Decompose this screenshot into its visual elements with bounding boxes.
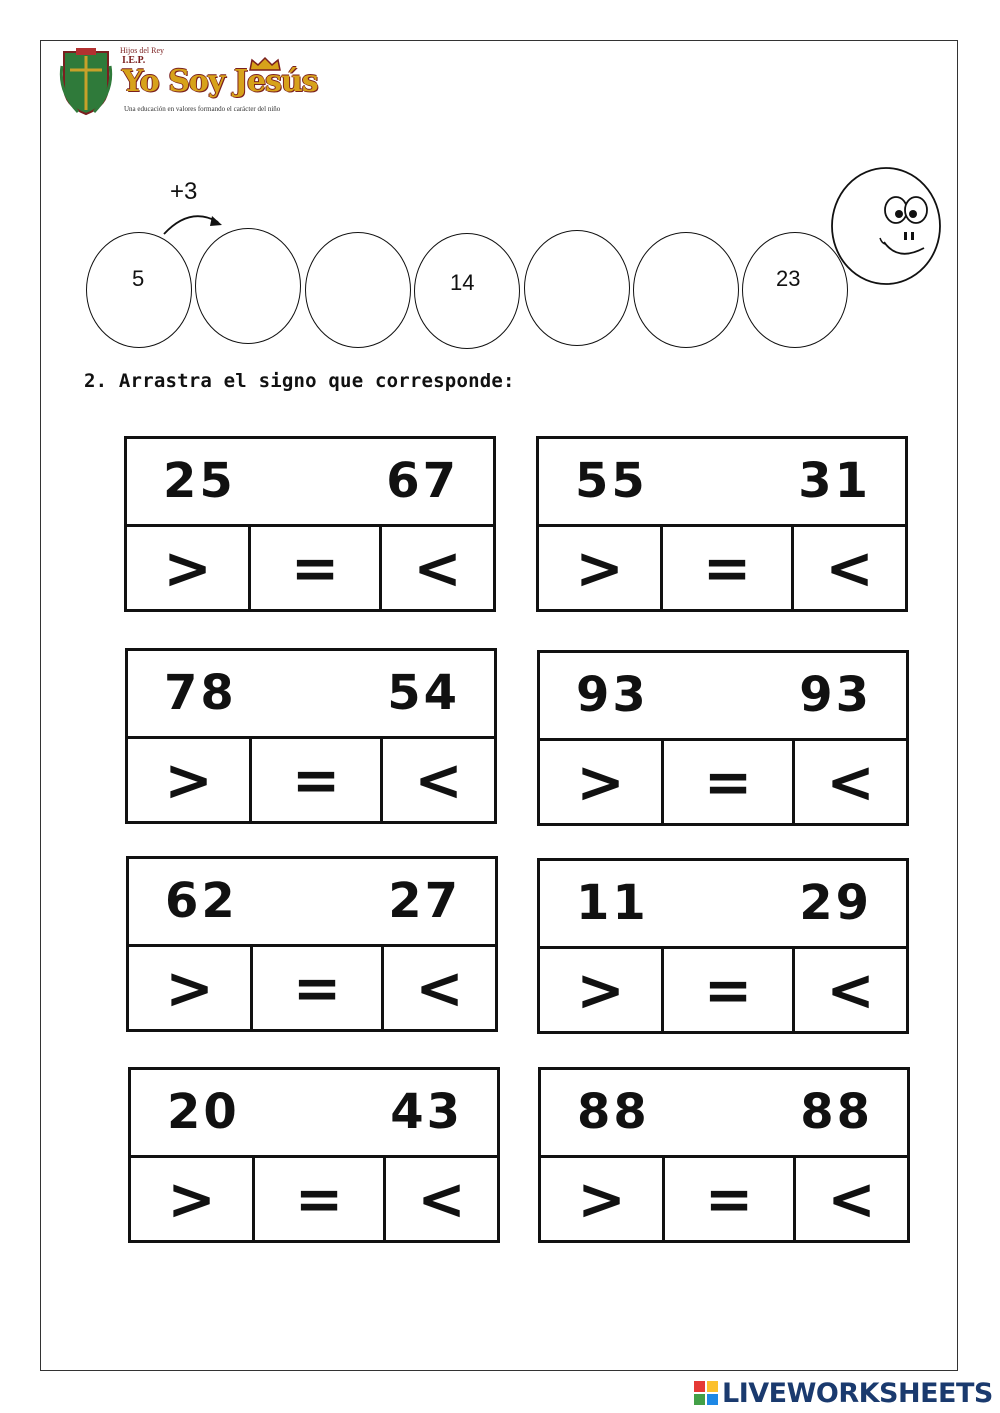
comparison-box-3 [125,648,497,824]
less-than-sign[interactable]: < [827,1165,876,1233]
school-logo [58,46,318,118]
less-than-sign[interactable]: < [825,534,874,602]
comparison-box-7 [128,1067,500,1243]
sequence-circle-6[interactable] [633,232,739,348]
comparison-box-1 [124,436,496,612]
greater-than-sign[interactable]: > [131,1158,255,1240]
brand-tagline: Una educación en valores formando el carácter del niño [124,105,281,113]
sequence-value-4: 14 [450,270,475,295]
less-than-sign[interactable]: < [417,1165,466,1233]
comparison-numbers [131,1070,497,1158]
greater-than-sign[interactable]: > [540,741,664,823]
school-crest-icon [58,46,114,116]
left-number: 20 [167,1084,240,1140]
left-number: 78 [164,665,237,721]
liveworksheets-brand: LIVEWORKSHEETS [722,1377,993,1409]
exercise2-instruction: 2. Arrastra el signo que corresponde: [84,370,515,392]
greater-than-sign[interactable]: > [127,527,251,609]
left-number: 93 [576,667,649,723]
right-number: 43 [390,1084,463,1140]
less-than-sign[interactable]: < [826,956,875,1024]
sequence-circle-2[interactable] [195,228,301,344]
comparison-box-2 [536,436,908,612]
comparison-box-5 [126,856,498,1032]
left-number: 55 [575,453,648,509]
sequence-circle-3[interactable] [305,232,411,348]
left-number: 62 [165,873,238,929]
right-number: 29 [799,875,872,931]
less-than-sign[interactable]: < [413,534,462,602]
step-arrow-icon [160,206,230,236]
brand-iep: I.E.P. [122,55,146,66]
less-than-sign[interactable]: < [415,954,464,1022]
comparison-box-4 [537,650,909,826]
comparison-numbers [541,1070,907,1158]
sequence-value-7: 23 [776,266,801,291]
left-number: 88 [577,1084,650,1140]
sequence-value-1: 5 [132,266,145,291]
greater-than-sign[interactable]: > [129,947,253,1029]
greater-than-sign[interactable]: > [540,949,664,1031]
brand-title: Yo Soy Jesús [122,64,318,99]
right-number: 67 [386,453,459,509]
equal-sign[interactable]: = [253,947,384,1029]
greater-than-sign[interactable]: > [541,1158,665,1240]
right-number: 88 [800,1084,873,1140]
comparison-numbers [128,651,494,739]
equal-sign[interactable]: = [663,527,794,609]
greater-than-sign[interactable]: > [539,527,663,609]
caterpillar-head-icon [828,164,946,288]
right-number: 93 [799,667,872,723]
comparison-numbers [540,861,906,949]
equal-sign[interactable]: = [252,739,383,821]
comparison-box-6 [537,858,909,1034]
equal-sign[interactable]: = [665,1158,796,1240]
right-number: 54 [387,665,460,721]
comparison-numbers [127,439,493,527]
equal-sign[interactable]: = [251,527,382,609]
liveworksheets-mark-icon [694,1381,718,1405]
right-number: 31 [798,453,871,509]
liveworksheets-logo [694,1378,993,1408]
brand-small-text: Hijos del Rey [120,46,164,55]
left-number: 25 [163,453,236,509]
equal-sign[interactable]: = [664,741,795,823]
comparison-box-8 [538,1067,910,1243]
comparison-numbers [129,859,495,947]
less-than-sign[interactable]: < [414,746,463,814]
left-number: 11 [576,875,649,931]
sequence-circle-5[interactable] [524,230,630,346]
comparison-numbers [540,653,906,741]
right-number: 27 [388,873,461,929]
step-label: +3 [170,178,198,205]
equal-sign[interactable]: = [664,949,795,1031]
comparison-numbers [539,439,905,527]
equal-sign[interactable]: = [255,1158,386,1240]
less-than-sign[interactable]: < [826,748,875,816]
greater-than-sign[interactable]: > [128,739,252,821]
